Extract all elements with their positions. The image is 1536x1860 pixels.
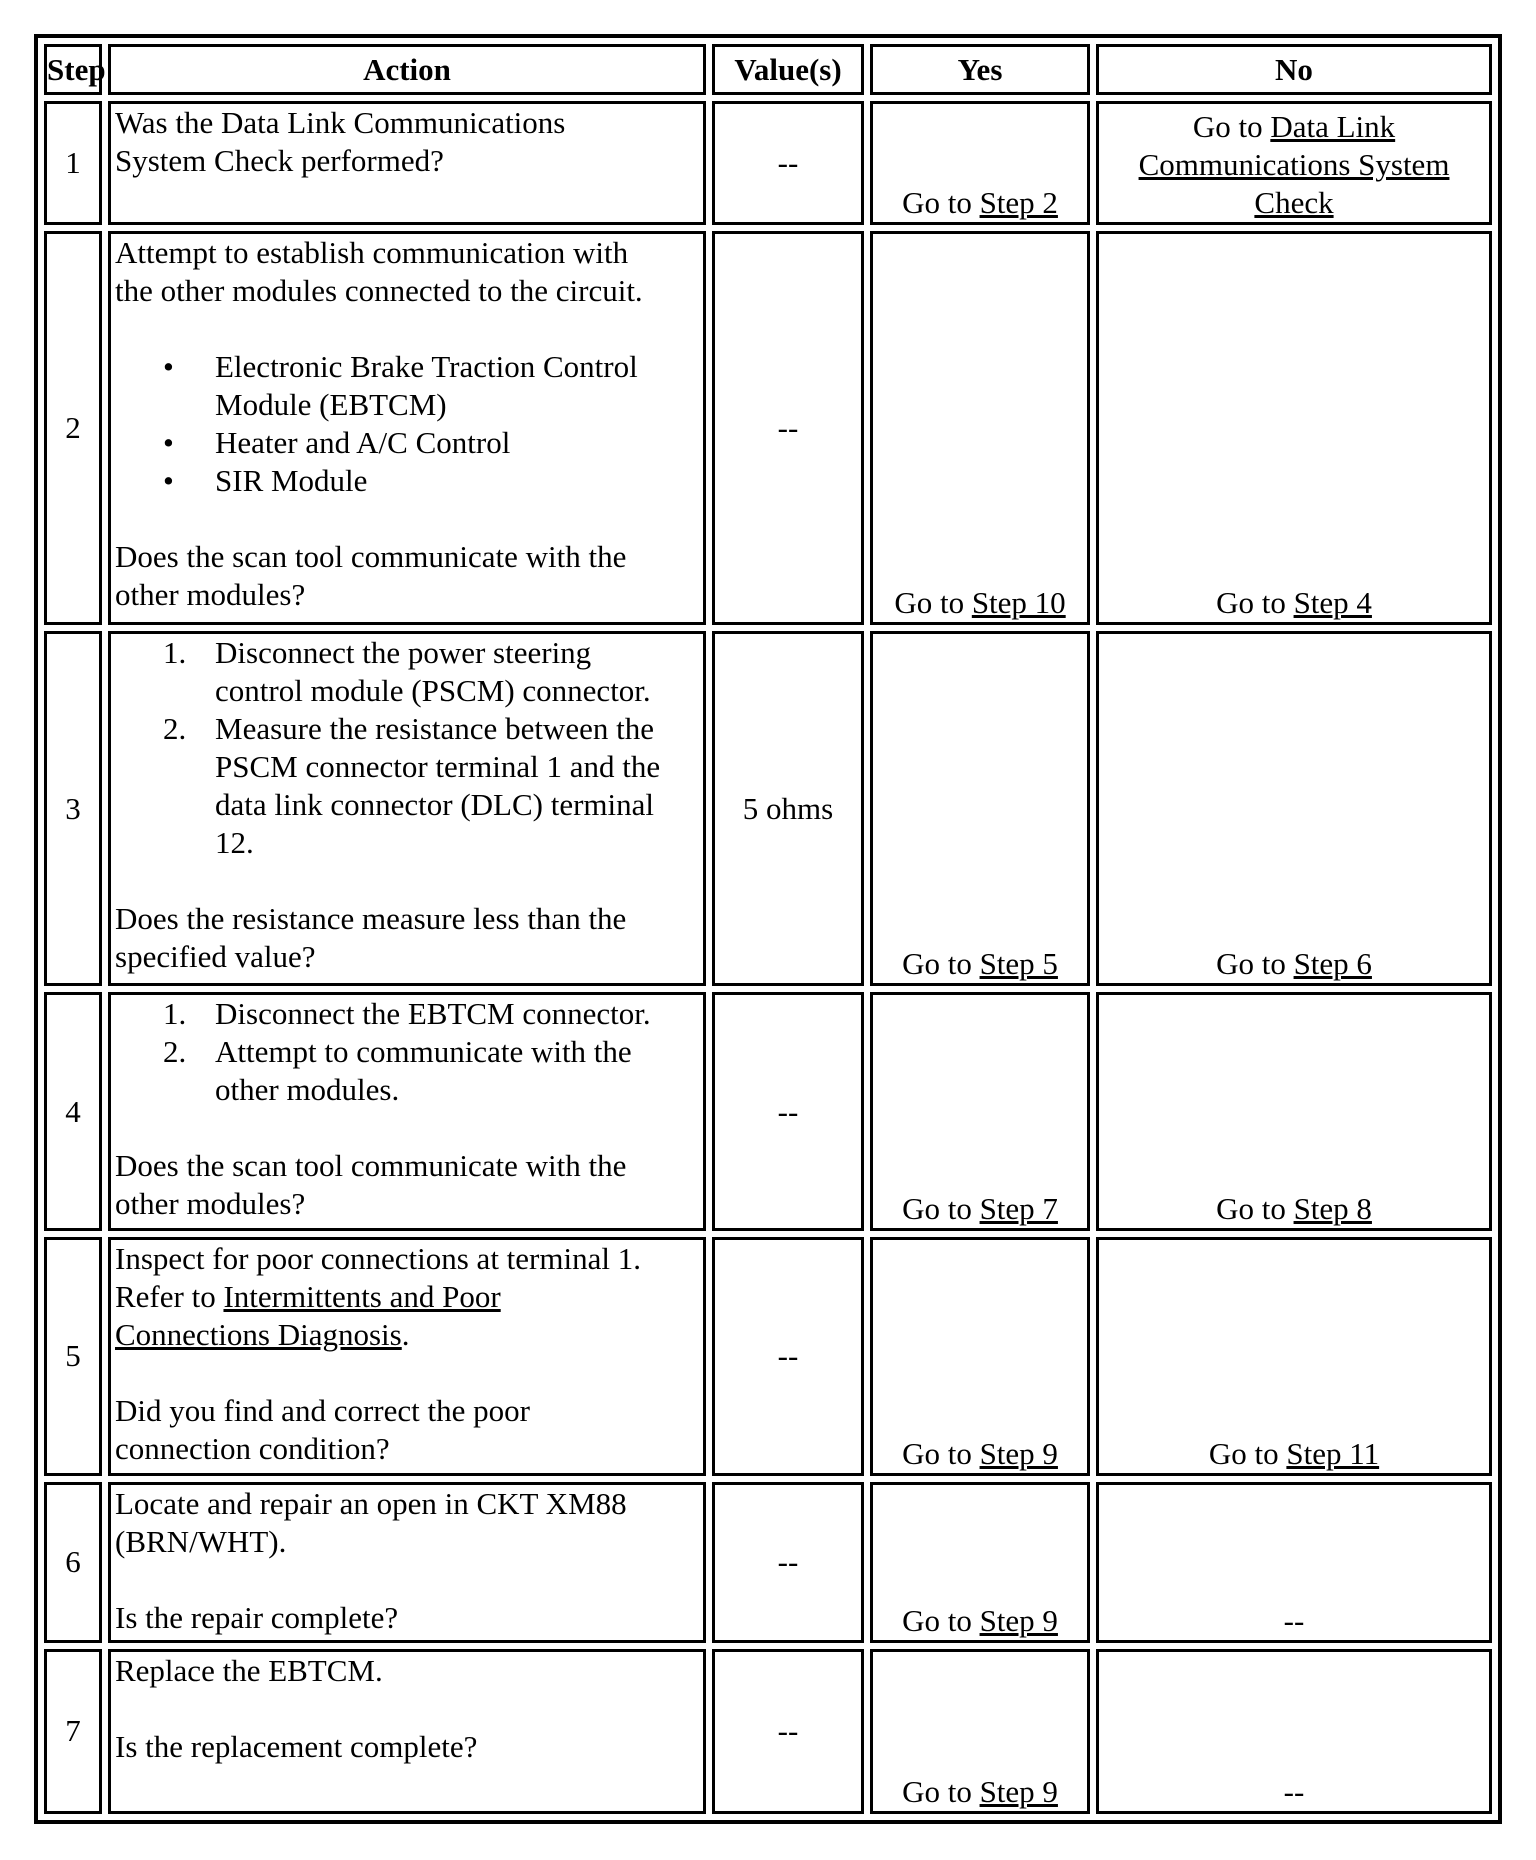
header-step: Step	[44, 44, 102, 95]
step-number: 2	[44, 231, 102, 625]
action-cell	[108, 1482, 706, 1643]
no-cell: --	[1096, 1482, 1492, 1643]
step-number: 6	[44, 1482, 102, 1643]
action-question: Does the scan tool communicate with the	[115, 539, 627, 575]
list-item: 1. Disconnect the power steering control module (PSCM) connector.	[163, 635, 651, 709]
list-item: 1. Disconnect the EBTCM connector.	[163, 996, 651, 1032]
step-number: 7	[44, 1649, 102, 1814]
value-cell: --	[712, 1482, 864, 1643]
table-row	[44, 992, 1492, 1231]
action-line: Was the Data Link Communications	[115, 105, 566, 140]
table-row	[44, 1237, 1492, 1476]
step-11-link[interactable]: Step 11	[1286, 1435, 1380, 1471]
step-number: 1	[44, 101, 102, 225]
step-2-link[interactable]: Step 2	[979, 185, 1058, 221]
go-to-label: Go to	[1216, 585, 1286, 621]
action-line: (BRN/WHT).	[115, 1523, 287, 1559]
action-cell	[108, 992, 706, 1231]
step-5-link[interactable]: Step 5	[979, 946, 1058, 982]
header-action: Action	[108, 44, 706, 95]
step-number: 4	[44, 992, 102, 1231]
go-to-label: Go to	[902, 1774, 972, 1809]
action-question: other modules?	[115, 1186, 306, 1222]
intermittents-link[interactable]: Connections Diagnosis	[115, 1316, 402, 1352]
action-question: specified value?	[115, 939, 316, 975]
header-no: No	[1096, 44, 1492, 95]
table-row	[44, 1482, 1492, 1643]
refer-label: Refer to	[115, 1278, 216, 1314]
go-to-label: Go to	[902, 1602, 972, 1638]
step-7-link[interactable]: Step 7	[979, 1190, 1058, 1226]
yes-cell	[870, 101, 1090, 225]
no-cell	[1096, 101, 1492, 225]
diagnostic-table	[34, 34, 1502, 1824]
yes-cell	[870, 631, 1090, 986]
action-cell	[108, 101, 706, 225]
table-row	[44, 631, 1492, 986]
list-item: 2. Attempt to communicate with the other modules.	[163, 1034, 632, 1108]
go-to-label: Go to	[1192, 109, 1263, 145]
action-question: Does the scan tool communicate with the	[115, 1148, 627, 1184]
table-row	[44, 1649, 1492, 1814]
refer-suffix: .	[401, 1316, 410, 1352]
action-line: the other modules connected to the circuit.	[115, 273, 643, 309]
go-to-label: Go to	[894, 585, 965, 621]
action-question: Did you find and correct the poor	[115, 1392, 530, 1428]
step-6-link[interactable]: Step 6	[1293, 946, 1372, 982]
action-cell	[108, 231, 706, 625]
step-10-link[interactable]: Step 10	[971, 585, 1066, 621]
data-link-check-link[interactable]: Data Link	[1270, 109, 1396, 145]
action-question: other modules?	[115, 577, 306, 613]
action-cell	[108, 631, 706, 986]
action-line: Locate and repair an open in CKT XM88	[115, 1485, 627, 1521]
step-9-link[interactable]: Step 9	[979, 1435, 1058, 1471]
action-line: Inspect for poor connections at terminal 1.	[115, 1240, 641, 1276]
yes-cell	[870, 1649, 1090, 1814]
list-item: 2. Measure the resistance between the PSCM connector terminal 1 and the data link connector (DLC) terminal 12.	[163, 711, 661, 861]
action-question: Is the repair complete?	[115, 1599, 399, 1635]
module-list	[115, 348, 699, 500]
table-row	[44, 231, 1492, 625]
action-question: connection condition?	[115, 1430, 390, 1466]
go-to-label: Go to	[902, 185, 972, 221]
action-line: System Check performed?	[115, 143, 444, 178]
value-cell: --	[712, 1649, 864, 1814]
instruction-list	[115, 995, 699, 1109]
go-to-label: Go to	[1216, 946, 1286, 982]
no-cell: --	[1096, 1649, 1492, 1814]
header-values: Value(s)	[712, 44, 864, 95]
intermittents-link[interactable]: Intermittents and Poor	[223, 1278, 501, 1314]
action-line: Replace the EBTCM.	[115, 1652, 383, 1688]
step-9-link[interactable]: Step 9	[979, 1774, 1058, 1809]
step-8-link[interactable]: Step 8	[1293, 1190, 1372, 1226]
header-row	[44, 44, 1492, 95]
action-cell	[108, 1237, 706, 1476]
yes-cell	[870, 231, 1090, 625]
list-item: • SIR Module	[115, 462, 699, 500]
step-9-link[interactable]: Step 9	[979, 1602, 1058, 1638]
value-cell: --	[712, 992, 864, 1231]
table-row	[44, 101, 1492, 225]
action-question: Does the resistance measure less than the	[115, 901, 627, 937]
no-cell	[1096, 631, 1492, 986]
value-cell: --	[712, 231, 864, 625]
action-line: Attempt to establish communication with	[115, 235, 629, 271]
data-link-check-link[interactable]: Communications System	[1138, 147, 1450, 183]
list-item: • Electronic Brake Traction Control Module (EBTCM)	[115, 348, 699, 424]
no-cell	[1096, 992, 1492, 1231]
list-item: • Heater and A/C Control	[115, 424, 699, 462]
go-to-label: Go to	[1208, 1435, 1279, 1471]
value-cell: --	[712, 101, 864, 225]
yes-cell	[870, 1237, 1090, 1476]
go-to-label: Go to	[902, 1190, 972, 1226]
value-cell: --	[712, 1237, 864, 1476]
step-4-link[interactable]: Step 4	[1293, 585, 1372, 621]
yes-cell	[870, 1482, 1090, 1643]
step-number: 5	[44, 1237, 102, 1476]
value-cell: 5 ohms	[712, 631, 864, 986]
data-link-check-link[interactable]: Check	[1254, 185, 1334, 221]
instruction-list	[115, 634, 699, 862]
step-number: 3	[44, 631, 102, 986]
no-cell	[1096, 231, 1492, 625]
go-to-label: Go to	[1216, 1190, 1286, 1226]
action-question: Is the replacement complete?	[115, 1728, 478, 1764]
yes-cell	[870, 992, 1090, 1231]
action-cell	[108, 1649, 706, 1814]
no-cell	[1096, 1237, 1492, 1476]
header-yes: Yes	[870, 44, 1090, 95]
go-to-label: Go to	[902, 1435, 972, 1471]
go-to-label: Go to	[902, 946, 972, 982]
